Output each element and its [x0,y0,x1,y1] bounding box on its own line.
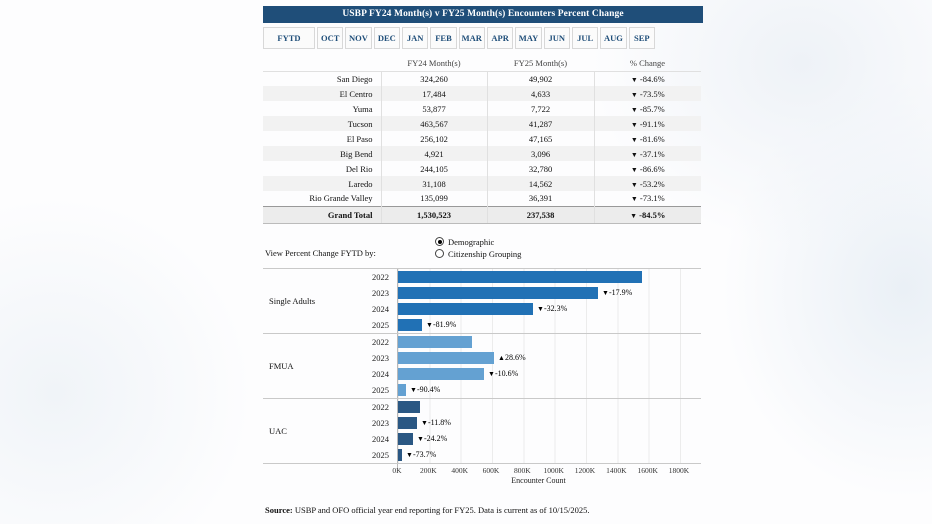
encounter-bar[interactable] [398,303,533,315]
month-button-apr[interactable]: APR [487,27,513,49]
fy24-value: 324,260 [381,71,487,86]
table-row-big-bend [263,146,701,161]
month-button-may[interactable]: MAY [515,27,541,49]
down-triangle-icon: ▼ [630,195,638,204]
month-button-nov[interactable]: NOV [345,27,371,49]
radio-option-label: Demographic [448,236,495,247]
view-by-section [263,235,703,259]
plot-area [397,382,701,398]
plot-area [397,447,701,463]
view-by-radio-group [435,235,521,259]
percent-change-value: ▼ -81.6% [594,131,701,146]
fy24-value: 4,921 [381,146,487,161]
encounter-bar[interactable] [398,368,484,380]
down-triangle-icon: ▼ [537,305,544,313]
sector-name: Laredo [348,178,373,189]
plot-area [397,285,701,301]
x-tick-200k: 200K [419,465,437,475]
plot-area [397,350,701,366]
year-label: 2022 [372,401,389,412]
year-label: 2025 [372,384,389,395]
fy25-value: 36,391 [487,191,594,206]
chart-row-2022 [348,334,701,350]
group-rows [348,399,701,463]
sector-name: El Paso [346,133,373,144]
sector-name: Grand Total [263,206,381,223]
chart-groups [263,268,701,464]
sector-table [263,55,701,224]
plot-area [397,399,701,415]
month-button-jul[interactable]: JUL [572,27,598,49]
percent-change-label: ▼-10.6% [488,369,519,378]
chart-row-2023 [348,285,701,301]
month-button-mar[interactable]: MAR [459,27,485,49]
plot-area [397,334,701,350]
month-button-row [263,27,655,49]
fy24-value: 135,099 [381,191,487,206]
x-tick-400k: 400K [451,465,468,475]
chart-row-2025 [348,317,701,333]
group-label: UAC [269,425,287,436]
fy25-value: 32,780 [487,161,594,176]
fy25-value: 41,287 [487,116,594,131]
month-button-oct[interactable]: OCT [317,27,343,49]
month-button-feb[interactable]: FEB [430,27,456,49]
encounter-bar[interactable] [398,287,598,299]
x-tick-1800k: 1800K [668,465,690,475]
table-row-laredo [263,176,701,191]
down-triangle-icon: ▼ [426,321,433,329]
table-row-el-centro [263,86,701,101]
table-row-san-diego [263,71,701,86]
col-header-change: % Change [594,55,701,71]
fy24-value: 256,102 [381,131,487,146]
percent-change-value: ▼ -91.1% [594,116,701,131]
fy24-value: 17,484 [381,86,487,101]
chart-row-2024 [348,301,701,317]
encounter-bar[interactable] [398,417,417,429]
percent-change-value: ▼ -85.7% [594,101,701,116]
year-label: 2024 [372,303,389,314]
sector-name: San Diego [336,73,373,84]
fy24-value: 31,108 [381,176,487,191]
fy25-value: 237,538 [487,206,594,223]
month-button-jun[interactable]: JUN [544,27,570,49]
year-label: 2022 [372,336,389,347]
down-triangle-icon: ▼ [630,165,638,174]
plot-area [397,431,701,447]
year-label: 2025 [372,319,389,330]
fy25-value: 14,562 [487,176,594,191]
down-triangle-icon: ▼ [630,135,638,144]
percent-change-value: ▼ -37.1% [594,146,701,161]
chart-group-uac [263,398,701,464]
plot-area [397,415,701,431]
encounters-bar-chart [263,268,701,487]
sector-name: Rio Grande Valley [309,193,373,204]
down-triangle-icon: ▼ [630,180,638,189]
encounter-bar[interactable] [398,336,472,348]
down-triangle-icon: ▼ [630,120,638,129]
percent-change-value: ▼ -84.6% [594,71,701,86]
source-note [263,505,703,515]
month-button-fytd[interactable]: FYTD [263,27,315,49]
chart-row-2022 [348,399,701,415]
percent-change-value: ▼ -73.1% [594,191,701,206]
plot-area [397,301,701,317]
plot-area [397,317,701,333]
down-triangle-icon: ▼ [630,211,638,220]
chart-row-2023 [348,350,701,366]
table-row-grand-total [263,206,701,223]
percent-change-label: ▼-90.4% [410,385,441,394]
x-tick-1400k: 1400K [606,465,627,475]
down-triangle-icon: ▼ [488,370,495,378]
encounter-bar[interactable] [398,449,402,461]
year-label: 2023 [372,352,389,363]
percent-change-label: ▼-81.9% [426,320,457,329]
sector-name: Big Bend [340,148,373,159]
view-by-label: View Percent Change FYTD by: [265,247,376,258]
x-tick-600k: 600K [482,465,500,475]
encounter-bar[interactable] [398,401,420,413]
fy24-value: 53,877 [381,101,487,116]
table-row-rio-grande-valley [263,191,701,206]
x-tick-800k: 800K [513,465,531,475]
month-button-jan[interactable]: JAN [402,27,428,49]
down-triangle-icon: ▼ [406,451,413,459]
plot-area [397,366,701,382]
up-triangle-icon: ▲ [498,354,505,362]
fy24-value: 244,105 [381,161,487,176]
sector-name: Del Rio [345,163,373,174]
chart-row-2025 [348,382,701,398]
col-header-fy25: FY25 Month(s) [487,55,594,71]
fy25-value: 4,633 [487,86,594,101]
encounter-bar[interactable] [398,319,422,331]
down-triangle-icon: ▼ [410,386,417,394]
month-button-sep[interactable]: SEP [629,27,655,49]
percent-change-value: ▼ -84.5% [594,206,701,223]
year-label: 2023 [372,417,389,428]
chart-group-single-adults [263,268,701,333]
dashboard-title: USBP FY24 Month(s) v FY25 Month(s) Encounters Percent Change [263,6,703,23]
source-text: USBP and OFO official year end reporting for FY25. Data is current as of 10/15/2025. [292,504,590,515]
encounter-bar[interactable] [398,271,642,283]
radio-option-citizenship-grouping[interactable] [435,249,521,259]
month-button-aug[interactable]: AUG [600,27,626,49]
sector-name: Yuma [352,103,373,114]
percent-change-value: ▼ -86.6% [594,161,701,176]
sector-table-body [263,71,701,223]
percent-change-label: ▼-17.9% [602,288,633,297]
group-label: Single Adults [269,295,316,306]
year-label: 2025 [372,449,389,460]
down-triangle-icon: ▼ [630,150,638,159]
x-tick-1000k: 1000K [543,465,564,475]
encounter-bar[interactable] [398,384,406,396]
chart-row-2024 [348,431,701,447]
percent-change-label: ▼-11.8% [421,418,451,427]
dashboard [263,0,703,515]
percent-change-label: ▲28.6% [498,353,526,362]
chart-row-2023 [348,415,701,431]
down-triangle-icon: ▼ [630,90,638,99]
table-row-el-paso [263,131,701,146]
month-button-dec[interactable]: DEC [374,27,400,49]
source-label: Source: [265,504,293,515]
year-label: 2022 [372,271,389,282]
sector-name: El Centro [339,88,373,99]
col-header-sector [263,55,381,71]
group-rows [348,269,701,333]
group-rows [348,334,701,398]
radio-option-label: Citizenship Grouping [448,248,522,259]
chart-row-2022 [348,269,701,285]
table-row-yuma [263,101,701,116]
year-label: 2023 [372,287,389,298]
down-triangle-icon: ▼ [630,105,638,114]
down-triangle-icon: ▼ [417,435,424,443]
fy24-value: 463,567 [381,116,487,131]
percent-change-label: ▼-73.7% [406,450,437,459]
percent-change-value: ▼ -73.5% [594,86,701,101]
down-triangle-icon: ▼ [421,419,428,427]
sector-name: Tucson [347,118,373,129]
fy25-value: 49,902 [487,71,594,86]
group-label: FMUA [269,360,294,371]
x-axis-ticks [392,464,701,476]
x-axis-title: Encounter Count [511,475,566,485]
radio-unselected-icon[interactable] [435,249,444,258]
fy25-value: 47,165 [487,131,594,146]
year-label: 2024 [372,433,389,444]
chart-group-fmua [263,333,701,398]
encounter-bar[interactable] [398,433,413,445]
x-tick-1200k: 1200K [574,465,596,475]
chart-row-2025 [348,447,701,463]
percent-change-value: ▼ -53.2% [594,176,701,191]
plot-area [397,269,701,285]
x-tick-0k: 0K [392,465,402,475]
down-triangle-icon: ▼ [630,75,638,84]
radio-option-demographic[interactable] [435,237,521,247]
percent-change-label: ▼-24.2% [417,434,448,443]
fy25-value: 3,096 [487,146,594,161]
percent-change-label: ▼-32.3% [537,304,568,313]
table-header-row [263,55,701,71]
encounter-bar[interactable] [398,352,494,364]
year-label: 2024 [372,368,389,379]
radio-selected-icon[interactable] [435,237,444,246]
table-row-tucson [263,116,701,131]
fy24-value: 1,530,523 [381,206,487,223]
col-header-fy24: FY24 Month(s) [381,55,487,71]
fy25-value: 7,722 [487,101,594,116]
chart-row-2024 [348,366,701,382]
down-triangle-icon: ▼ [602,289,609,297]
table-row-del-rio [263,161,701,176]
x-tick-1600k: 1600K [637,465,658,475]
